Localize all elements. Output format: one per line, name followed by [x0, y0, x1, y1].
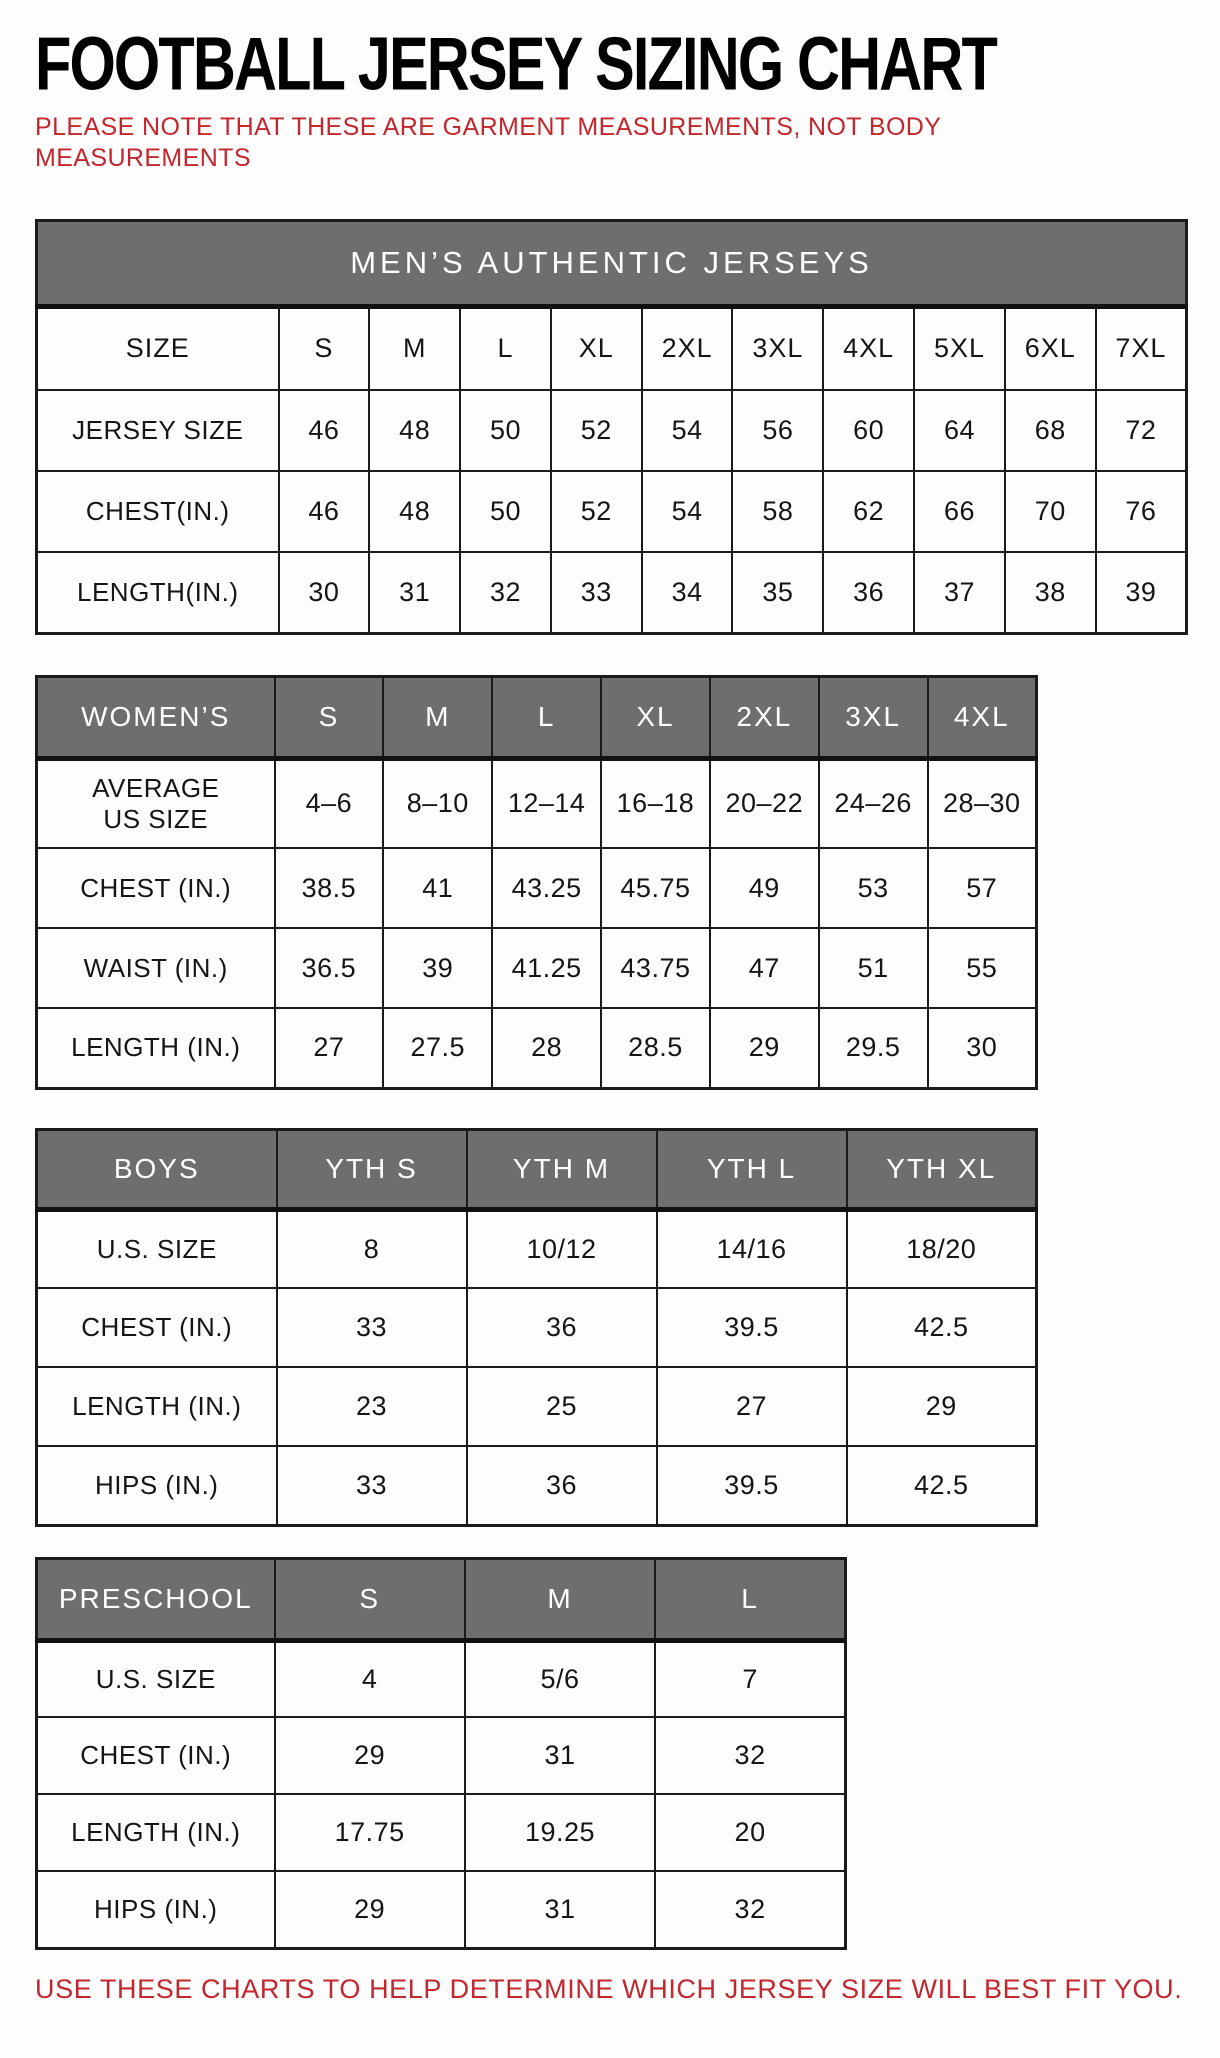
- value-cell: 29: [275, 1717, 465, 1794]
- row-label: WAIST (IN.): [37, 928, 275, 1008]
- boys-jerseys-table: [35, 1128, 1038, 1527]
- table-row: [37, 1367, 1037, 1446]
- table-row: [37, 306, 1187, 390]
- column-header: S: [275, 676, 384, 758]
- value-cell: 31: [369, 552, 460, 633]
- table-row: [37, 1871, 846, 1948]
- value-cell: 12–14: [492, 758, 601, 848]
- row-label: CHEST(IN.): [37, 471, 279, 552]
- value-cell: 72: [1096, 390, 1187, 471]
- value-cell: 51: [819, 928, 928, 1008]
- value-cell: 28: [492, 1008, 601, 1088]
- table-row: [37, 1794, 846, 1871]
- value-cell: 24–26: [819, 758, 928, 848]
- row-label: U.S. SIZE: [37, 1640, 275, 1717]
- column-header: 5XL: [914, 306, 1005, 390]
- table-row: [37, 848, 1037, 928]
- row-label: LENGTH (IN.): [37, 1008, 275, 1088]
- value-cell: 68: [1005, 390, 1096, 471]
- column-header: L: [655, 1558, 845, 1640]
- table-row: [37, 1129, 1037, 1209]
- column-header: YTH S: [277, 1129, 467, 1209]
- value-cell: 53: [819, 848, 928, 928]
- row-label: CHEST (IN.): [37, 1717, 275, 1794]
- value-cell: 18/20: [847, 1209, 1037, 1288]
- value-cell: 41: [383, 848, 492, 928]
- column-header: 7XL: [1096, 306, 1187, 390]
- column-header: M: [383, 676, 492, 758]
- column-header: BOYS: [37, 1129, 277, 1209]
- value-cell: 32: [655, 1717, 845, 1794]
- column-header: YTH L: [657, 1129, 847, 1209]
- womens-jerseys-table: [35, 675, 1038, 1090]
- table-row: [37, 928, 1037, 1008]
- value-cell: 28.5: [601, 1008, 710, 1088]
- value-cell: 56: [732, 390, 823, 471]
- page-title: FOOTBALL JERSEY SIZING CHART: [35, 21, 996, 107]
- value-cell: 32: [655, 1871, 845, 1948]
- value-cell: 25: [467, 1367, 657, 1446]
- value-cell: 29.5: [819, 1008, 928, 1088]
- column-header: L: [492, 676, 601, 758]
- preschool-jerseys-table: [35, 1557, 847, 1950]
- table-row: [37, 1446, 1037, 1525]
- column-header: YTH M: [467, 1129, 657, 1209]
- table-row: [37, 1288, 1037, 1367]
- column-header: S: [275, 1558, 465, 1640]
- value-cell: 62: [823, 471, 914, 552]
- value-cell: 27: [275, 1008, 384, 1088]
- column-header: M: [369, 306, 460, 390]
- column-header: 2XL: [642, 306, 733, 390]
- value-cell: 42.5: [847, 1288, 1037, 1367]
- value-cell: 31: [465, 1717, 655, 1794]
- value-cell: 36: [823, 552, 914, 633]
- value-cell: 39: [383, 928, 492, 1008]
- value-cell: 43.25: [492, 848, 601, 928]
- column-header: 2XL: [710, 676, 819, 758]
- value-cell: 30: [279, 552, 370, 633]
- value-cell: 48: [369, 390, 460, 471]
- value-cell: 29: [847, 1367, 1037, 1446]
- value-cell: 33: [551, 552, 642, 633]
- garment-measurement-note: PLEASE NOTE THAT THESE ARE GARMENT MEASUREMENTS, NOT BODY MEASUREMENTS: [35, 113, 941, 173]
- value-cell: 19.25: [465, 1794, 655, 1871]
- row-label: HIPS (IN.): [37, 1871, 275, 1948]
- column-header: M: [465, 1558, 655, 1640]
- row-label: CHEST (IN.): [37, 1288, 277, 1367]
- table-row: [37, 758, 1037, 848]
- row-label: LENGTH (IN.): [37, 1367, 277, 1446]
- column-header: S: [279, 306, 370, 390]
- value-cell: 28–30: [928, 758, 1037, 848]
- mens-table-banner: MEN’S AUTHENTIC JERSEYS: [37, 220, 1187, 306]
- footer-note: USE THESE CHARTS TO HELP DETERMINE WHICH JERSEY SIZE WILL BEST FIT YOU.: [35, 1973, 1183, 2004]
- column-header: 4XL: [823, 306, 914, 390]
- value-cell: 36.5: [275, 928, 384, 1008]
- value-cell: 66: [914, 471, 1005, 552]
- value-cell: 58: [732, 471, 823, 552]
- value-cell: 32: [460, 552, 551, 633]
- table-row: [37, 1209, 1037, 1288]
- value-cell: 34: [642, 552, 733, 633]
- value-cell: 39: [1096, 552, 1187, 633]
- row-label: CHEST (IN.): [37, 848, 275, 928]
- row-label: HIPS (IN.): [37, 1446, 277, 1525]
- column-header: WOMEN’S: [37, 676, 275, 758]
- row-label: JERSEY SIZE: [37, 390, 279, 471]
- value-cell: 35: [732, 552, 823, 633]
- value-cell: 23: [277, 1367, 467, 1446]
- column-header: 3XL: [819, 676, 928, 758]
- value-cell: 4–6: [275, 758, 384, 848]
- value-cell: 30: [928, 1008, 1037, 1088]
- value-cell: 47: [710, 928, 819, 1008]
- value-cell: 39.5: [657, 1446, 847, 1525]
- column-header: 4XL: [928, 676, 1037, 758]
- value-cell: 70: [1005, 471, 1096, 552]
- value-cell: 50: [460, 471, 551, 552]
- table-row: [37, 390, 1187, 471]
- value-cell: 8: [277, 1209, 467, 1288]
- value-cell: 46: [279, 390, 370, 471]
- value-cell: 5/6: [465, 1640, 655, 1717]
- table-row: [37, 552, 1187, 633]
- value-cell: 54: [642, 471, 733, 552]
- value-cell: 20–22: [710, 758, 819, 848]
- value-cell: 17.75: [275, 1794, 465, 1871]
- value-cell: 55: [928, 928, 1037, 1008]
- value-cell: 38: [1005, 552, 1096, 633]
- column-header: YTH XL: [847, 1129, 1037, 1209]
- value-cell: 45.75: [601, 848, 710, 928]
- value-cell: 14/16: [657, 1209, 847, 1288]
- value-cell: 20: [655, 1794, 845, 1871]
- column-header: SIZE: [37, 306, 279, 390]
- column-header: PRESCHOOL: [37, 1558, 275, 1640]
- column-header: 3XL: [732, 306, 823, 390]
- value-cell: 31: [465, 1871, 655, 1948]
- value-cell: 33: [277, 1446, 467, 1525]
- value-cell: 27.5: [383, 1008, 492, 1088]
- value-cell: 52: [551, 471, 642, 552]
- value-cell: 42.5: [847, 1446, 1037, 1525]
- value-cell: 46: [279, 471, 370, 552]
- table-row: [37, 1717, 846, 1794]
- row-label-text: AVERAGE US SIZE: [92, 772, 220, 834]
- value-cell: 10/12: [467, 1209, 657, 1288]
- value-cell: 29: [275, 1871, 465, 1948]
- value-cell: 54: [642, 390, 733, 471]
- table-row: [37, 471, 1187, 552]
- table-row: [37, 220, 1187, 306]
- table-row: [37, 1640, 846, 1717]
- row-label: [37, 758, 275, 848]
- value-cell: 36: [467, 1288, 657, 1367]
- value-cell: 33: [277, 1288, 467, 1367]
- value-cell: 48: [369, 471, 460, 552]
- value-cell: 38.5: [275, 848, 384, 928]
- table-row: [37, 1558, 846, 1640]
- row-label: LENGTH(IN.): [37, 552, 279, 633]
- value-cell: 43.75: [601, 928, 710, 1008]
- value-cell: 8–10: [383, 758, 492, 848]
- value-cell: 39.5: [657, 1288, 847, 1367]
- value-cell: 50: [460, 390, 551, 471]
- value-cell: 60: [823, 390, 914, 471]
- column-header: 6XL: [1005, 306, 1096, 390]
- value-cell: 64: [914, 390, 1005, 471]
- mens-jerseys-table: [35, 219, 1188, 635]
- value-cell: 27: [657, 1367, 847, 1446]
- value-cell: 52: [551, 390, 642, 471]
- table-row: [37, 676, 1037, 758]
- column-header: XL: [601, 676, 710, 758]
- value-cell: 16–18: [601, 758, 710, 848]
- value-cell: 76: [1096, 471, 1187, 552]
- value-cell: 4: [275, 1640, 465, 1717]
- value-cell: 41.25: [492, 928, 601, 1008]
- value-cell: 36: [467, 1446, 657, 1525]
- value-cell: 49: [710, 848, 819, 928]
- column-header: L: [460, 306, 551, 390]
- value-cell: 57: [928, 848, 1037, 928]
- value-cell: 29: [710, 1008, 819, 1088]
- column-header: XL: [551, 306, 642, 390]
- value-cell: 7: [655, 1640, 845, 1717]
- value-cell: 37: [914, 552, 1005, 633]
- row-label: LENGTH (IN.): [37, 1794, 275, 1871]
- row-label: U.S. SIZE: [37, 1209, 277, 1288]
- table-row: [37, 1008, 1037, 1088]
